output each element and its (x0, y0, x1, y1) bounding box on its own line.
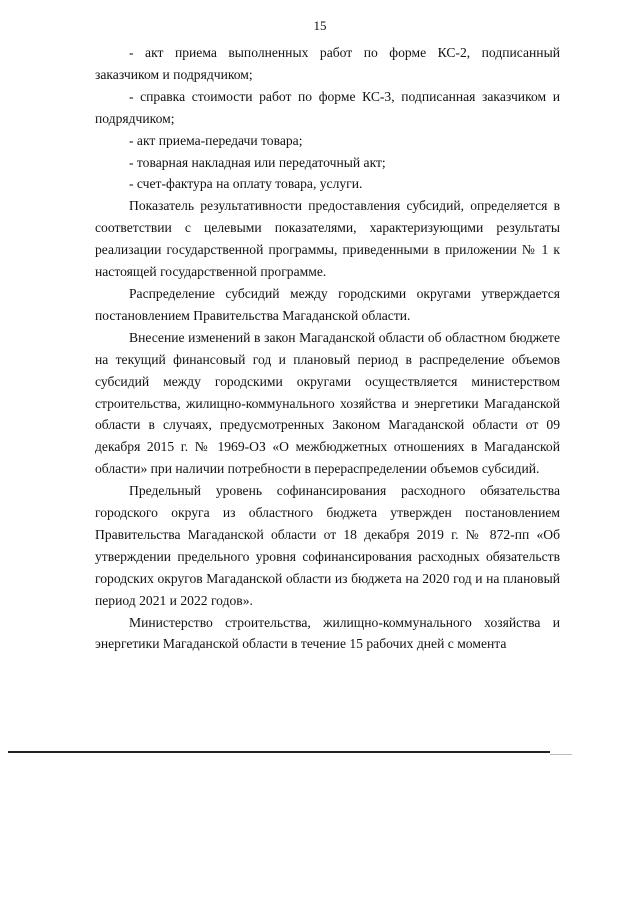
document-body (95, 42, 560, 655)
footer-divider-tail (550, 754, 572, 755)
footer-divider (8, 751, 550, 753)
list-item-invoice: - счет-фактура на оплату товара, услуги. (129, 176, 363, 192)
list-item-act-ks2: - акт приема выполненных работ по форме КС-2, подписанный заказчиком и подрядчиком; (95, 45, 560, 82)
paragraph-cofinancing-level: Предельный уровень софинансирования расходного обязательства городского округа из областного бюджета утвержден постановлением Правительства Магаданской области от 18 декабря 2019 г. № 872-пп «Об утверждении предельного уровня софинансирования расходных обязательств городских округов Магаданской области из бюджета на 2020 год и на плановый период 2021 и 2022 годов». (95, 483, 560, 608)
page-number: 15 (313, 18, 327, 33)
paragraph-ministry: Министерство строительства, жилищно-коммунального хозяйства и энергетики Магаданской области в течение 15 рабочих дней с момента (95, 614, 560, 652)
list-item-certificate-ks3: - справка стоимости работ по форме КС-3, подписанная заказчиком и подрядчиком; (95, 88, 560, 126)
list-item-waybill: - товарная накладная или передаточный акт; (129, 154, 386, 170)
paragraph-subsidy-distribution: Распределение субсидий между городскими округами утверждается постановлением Правительства Магаданской области. (95, 285, 560, 323)
paragraph-budget-amendments: Внесение изменений в закон Магаданской области об областном бюджете на текущий финансовый год и плановый период в распределение объемов субсидий между городскими округами осуществляется министерством строительства, жилищно-коммунального хозяйства и энергетики Магаданской области в случаях, предусмотренных Законом Магаданской области от 09 декабря 2015 г. № 1969-ОЗ «О межбюджетных отношениях в Магаданской области» при наличии потребности в перераспределении объемов субсидий. (95, 329, 560, 477)
paragraph-performance-indicator: Показатель результативности предоставления субсидий, определяется в соответствии с целевыми показателями, характеризующими результаты реализации государственной программы, приведенными в приложении № 1 к настоящей государственной программе. (95, 198, 560, 280)
list-item-goods-transfer-act: - акт приема-передачи товара; (129, 132, 303, 148)
